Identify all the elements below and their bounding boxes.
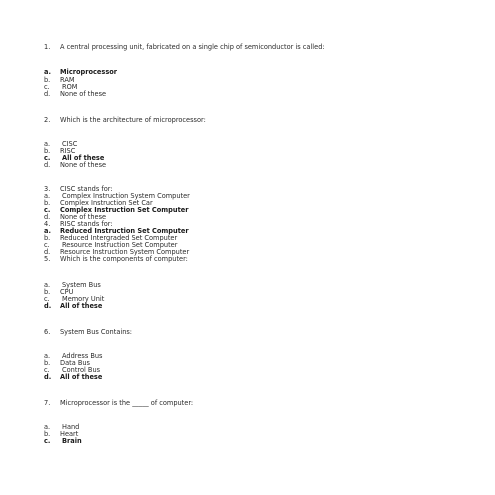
q5-option-d: d. All of these xyxy=(44,302,103,310)
q7-option-b: b. Heart xyxy=(44,430,79,438)
q1-option-b: b. RAM xyxy=(44,76,75,84)
q3-option-a: a. Complex Instruction System Computer xyxy=(44,192,190,200)
q6-option-c: c. Control Bus xyxy=(44,366,101,374)
q1-option-a: a. Microprocessor xyxy=(44,68,118,76)
question-6: 6. System Bus Contains: xyxy=(44,328,133,336)
q2-option-a: a. CISC xyxy=(44,140,78,148)
q5-option-a: a. System Bus xyxy=(44,281,101,289)
q5-option-b: b. CPU xyxy=(44,288,74,296)
q7-option-c: c. Brain xyxy=(44,437,82,445)
q4-option-a: a. Reduced Instruction Set Computer xyxy=(44,227,189,235)
q3-option-c: c. Complex Instruction Set Computer xyxy=(44,206,189,214)
question-3: 3. CISC stands for: xyxy=(44,185,113,193)
q6-option-d: d. All of these xyxy=(44,373,103,381)
q2-option-c: c. All of these xyxy=(44,154,105,162)
q4-option-b: b. Reduced Intergraded Set Computer xyxy=(44,234,178,242)
question-5: 5. Which is the components of computer: xyxy=(44,255,188,263)
q4-option-c: c. Resource Instruction Set Computer xyxy=(44,241,178,249)
q2-option-d: d. None of these xyxy=(44,161,107,169)
q3-option-d: d. None of these xyxy=(44,213,107,221)
q6-option-a: a. Address Bus xyxy=(44,352,103,360)
q5-option-c: c. Memory Unit xyxy=(44,295,105,303)
q2-option-b: b. RISC xyxy=(44,147,76,155)
q1-option-c: c. ROM xyxy=(44,83,78,91)
q1-option-d: d. None of these xyxy=(44,90,107,98)
question-7: 7. Microprocessor is the _____ of computer: xyxy=(44,399,194,407)
question-2: 2. Which is the architecture of microprocessor: xyxy=(44,116,206,124)
q4-option-d: d. Resource Instruction System Computer xyxy=(44,248,190,256)
q7-option-a: a. Hand xyxy=(44,423,80,431)
q3-option-b: b. Complex Instruction Set Car xyxy=(44,199,153,207)
question-4: 4. RISC stands for: xyxy=(44,220,113,228)
question-1: 1. A central processing unit, fabricated on a single chip of semiconductor is called: xyxy=(44,43,325,51)
q6-option-b: b. Data Bus xyxy=(44,359,90,367)
